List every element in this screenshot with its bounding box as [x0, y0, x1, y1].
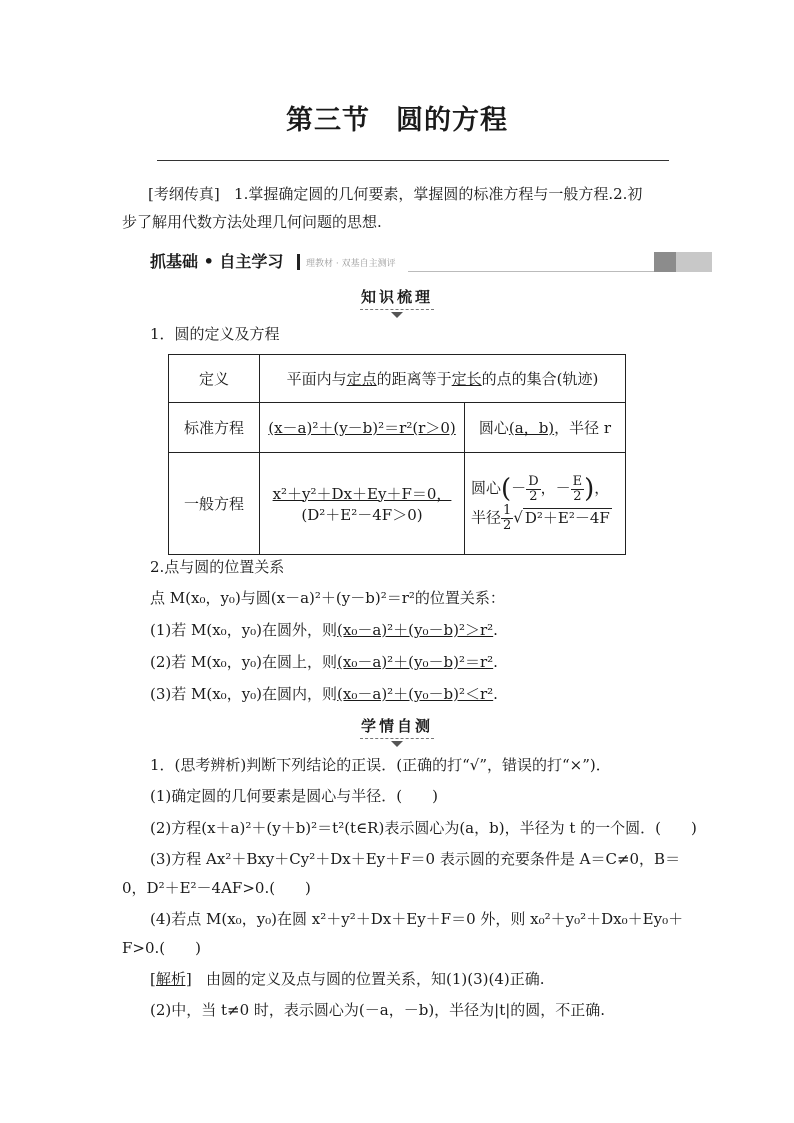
question-statement-4a: (4)若点 M(x₀，y₀)在圆 x²＋y²＋Dx＋Ey＋F＝0 外，则 x₀²＋y₀²＋Dx₀＋Ey₀＋ [150, 910, 684, 928]
row-label-general: 一般方程 [169, 453, 260, 555]
row-label-standard: 标准方程 [169, 403, 260, 453]
title-rule [157, 160, 669, 161]
section-self-test [0, 715, 794, 747]
answer-text-1: 由圆的定义及点与圆的位置关系，知(1)(3)(4)正确. [206, 970, 545, 988]
standard-center-cell: 圆心(a，b)，半径 r [465, 403, 626, 453]
table-row [169, 355, 626, 403]
section-self-test-title: 学情自测 [360, 717, 433, 735]
general-center-cell [465, 453, 626, 555]
question-statement-2: (2)方程(x＋a)²＋(y＋b)²＝t²(t∈R)表示圆心为(a，b)，半径为 t 的一个圆．( ) [150, 819, 697, 837]
item2-intro: 点 M(x₀，y₀)与圆(x－a)²＋(y－b)²＝r²的位置关系： [150, 589, 505, 607]
section-bar-block-light [676, 252, 712, 272]
section-knowledge-underline [360, 309, 434, 311]
section-bar-block-dark [654, 252, 676, 272]
table-row [169, 453, 626, 555]
item2-case1: (1)若 M(x₀，y₀)在圆外，则(x₀－a)²＋(y₀－b)²＞r². [150, 621, 498, 639]
section-bar-divider [297, 254, 300, 270]
title-part2: 圆的方程 [396, 105, 508, 136]
question-statement-1: (1)确定圆的几何要素是圆心与半径．( ) [150, 787, 438, 805]
standard-equation: (x－a)²＋(y－b)²＝r²(r＞0) [268, 419, 456, 437]
question-statement-3b: 0，D²＋E²－4AF>0.( ) [122, 879, 311, 897]
section-knowledge-arrow [391, 312, 403, 318]
section-bar-line [408, 271, 654, 272]
standard-equation-cell [260, 403, 465, 453]
general-radius: 半径 $\frac{1}{2}$ √ D²＋E²－4F [471, 503, 610, 533]
section-bar-sub: 理教材 · 双基自主测评 [306, 259, 396, 269]
answer-tag: [解析] [150, 970, 192, 988]
section-self-test-arrow [391, 741, 403, 747]
section-knowledge-title: 知识梳理 [360, 288, 433, 306]
question-stem: 1．(思考辨析)判断下列结论的正误．(正确的打“√”，错误的打“×”)． [150, 756, 611, 774]
section-bar-label: 抓基础 • 自主学习 [150, 252, 284, 271]
question-statement-3a: (3)方程 Ax²＋Bxy＋Cy²＋Dx＋Ey＋F＝0 表示圆的充要条件是 A＝C≠0，B＝ [150, 850, 681, 868]
page-title [0, 98, 794, 137]
item2-heading: 2.点与圆的位置关系 [150, 558, 285, 576]
section-knowledge [0, 286, 794, 318]
section-self-test-underline [360, 738, 434, 740]
answer-line-2: (2)中，当 t≠0 时，表示圆心为(－a，－b)，半径为|t|的圆，不正确. [150, 1001, 606, 1019]
item2-case3: (3)若 M(x₀，y₀)在圆内，则(x₀－a)²＋(y₀－b)²＜r². [150, 685, 498, 703]
title-part1: 第三节 [286, 105, 370, 136]
question-statement-4b: F>0.( ) [122, 939, 201, 957]
definition-fixed-point: 定点 [346, 370, 377, 388]
item1-heading: 1．圆的定义及方程 [150, 325, 280, 343]
general-center: 圆心(－ $\frac{D}{2}$ ，－ $\frac{E}{2}$ )， [471, 473, 610, 504]
circle-equation-table [168, 354, 626, 555]
outline-line2: 步了解用代数方法处理几何问题的思想. [122, 213, 382, 231]
outline-text1: 1.掌握确定圆的几何要素，掌握圆的标准方程与一般方程.2.初 [234, 185, 643, 203]
definition-fixed-length: 定长 [451, 370, 482, 388]
general-equation: x²＋y²＋Dx＋Ey＋F＝0， [272, 484, 452, 503]
outline-line1 [148, 180, 642, 208]
answer-line-1 [150, 965, 545, 993]
section-bar [150, 252, 712, 272]
general-equation-cell [260, 453, 465, 555]
row-label-definition: 定义 [169, 355, 260, 403]
definition-cell: 平面内与定点的距离等于定长的点的集合(轨迹) [260, 355, 626, 403]
outline-tag: [考纲传真] [148, 185, 220, 203]
table-row [169, 403, 626, 453]
general-condition: (D²＋E²－4F＞0) [301, 505, 423, 524]
item2-case2: (2)若 M(x₀，y₀)在圆上，则(x₀－a)²＋(y₀－b)²＝r². [150, 653, 498, 671]
